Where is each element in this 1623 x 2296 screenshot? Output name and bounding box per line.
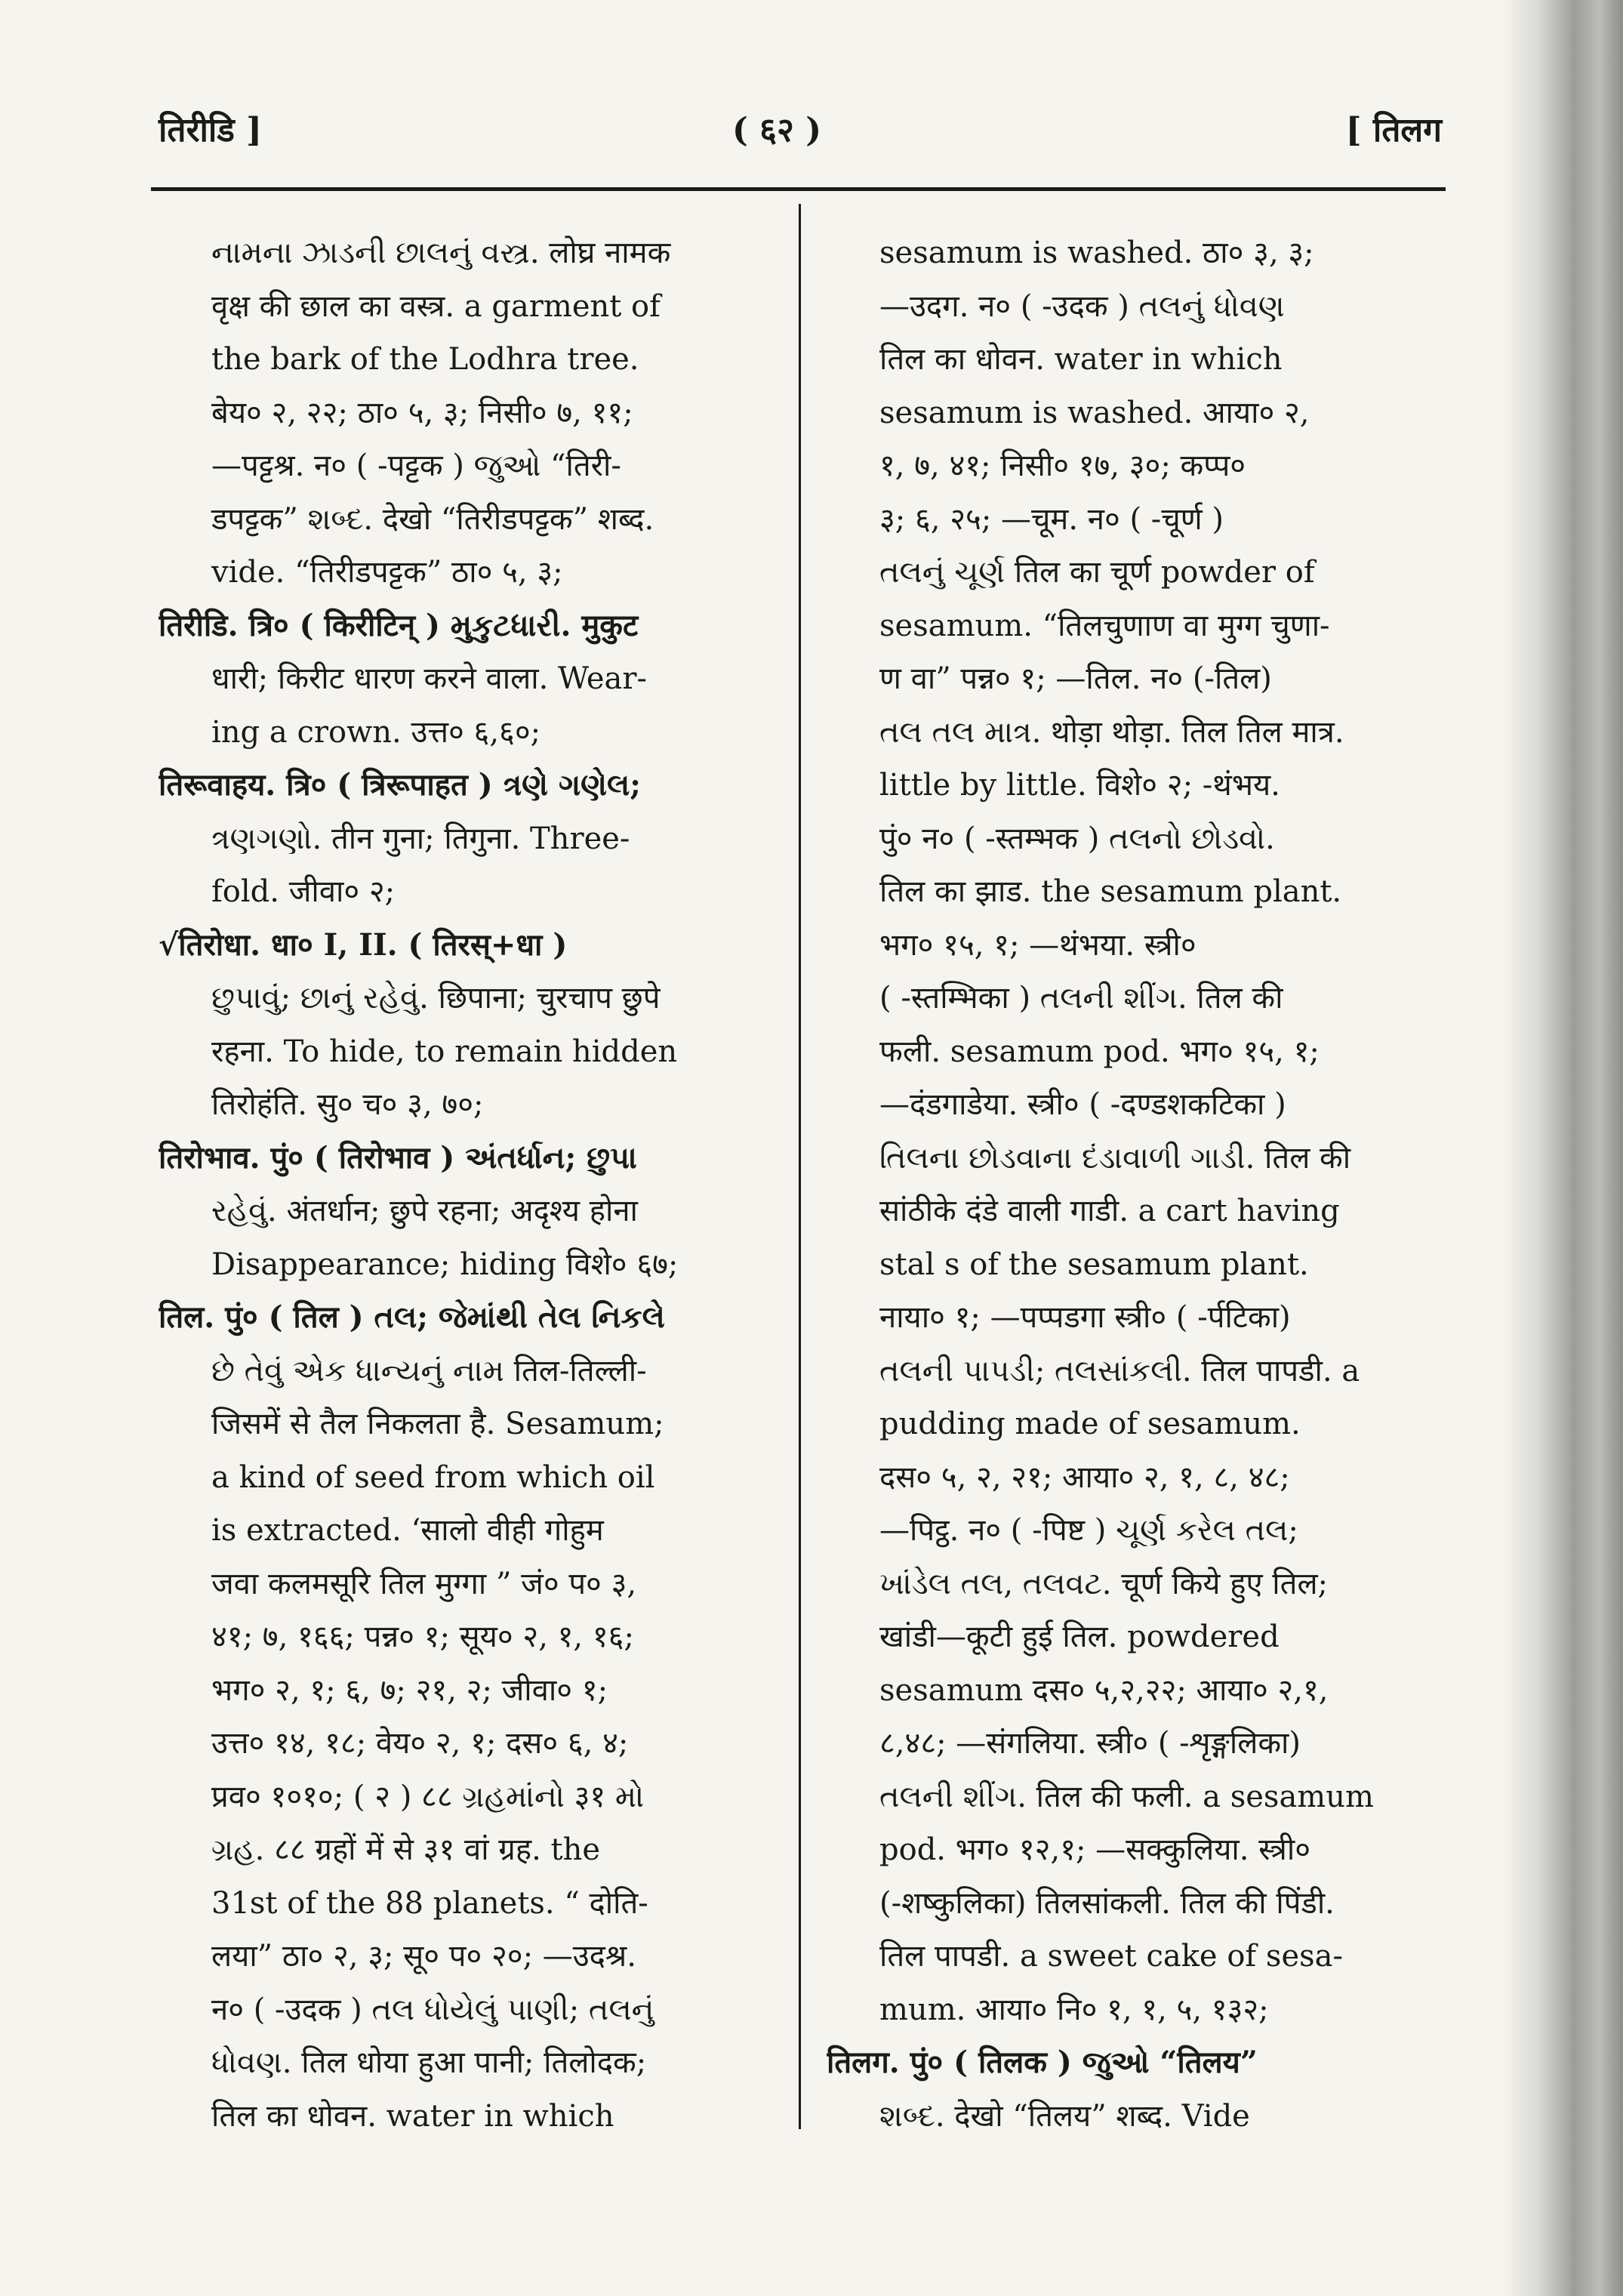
dictionary-text-line: sesamum is washed. ठा० ३, ३;	[879, 236, 1314, 270]
dictionary-text-line: तिल का धोवन. water in which	[211, 2098, 614, 2134]
dictionary-text-line: little by little. विशे० २; -थंभय.	[879, 768, 1280, 803]
dictionary-text-line: તલની શીંગ. तिल की फली. a sesamum	[879, 1779, 1374, 1814]
dictionary-text-line: तिल का धोवन. water in which	[879, 342, 1283, 377]
dictionary-text-line: बेय० २, २२; ठा० ५, ३; निसी० ७, ११;	[211, 395, 633, 430]
dictionary-text-line: —दंडगाडेया. स्त्री० ( -दण्डशकटिका )	[879, 1087, 1286, 1122]
dictionary-text-line: નામના ઝાડની છાલનું વસ્ત્ર. लोघ्र नामक	[211, 236, 671, 270]
dictionary-text-line: રહેવું. अंतर्धान; छुपे रहना; अदृश्य होना	[211, 1194, 638, 1228]
dictionary-text-line: तिरोहंति. सु० च० ३, ७०;	[211, 1087, 484, 1122]
dictionary-text-line: सांठीके दंडे वाली गाडी. a cart having	[879, 1194, 1340, 1228]
dictionary-text-line: ४१; ७, १६६; पन्न० १; सूय० २, १, १६;	[211, 1620, 634, 1654]
dictionary-text-line: sesamum. “तिलचुणाण वा मुग्ग चुणा-	[879, 608, 1330, 643]
page-number: ( ६२ )	[732, 111, 822, 149]
right-column	[827, 227, 1446, 2143]
dictionary-text-line: sesamum is washed. आया० २,	[879, 395, 1310, 430]
dictionary-headword-line: तिलग. पुं० ( तिलक ) જુઓ “तिलय”	[827, 2045, 1258, 2080]
dictionary-text-line: रहना. To hide, to remain hidden	[211, 1034, 678, 1069]
dictionary-text-line: ત્રણગણો. तीन गुना; तिगुना. Three-	[211, 821, 630, 856]
dictionary-headword-line: √तिरोधा. धा० I, II. ( तिरस्+धा )	[159, 926, 568, 963]
header-rule	[151, 187, 1446, 191]
dictionary-text-line: जिसमें से तैल निकलता है. Sesamum;	[211, 1407, 664, 1441]
dictionary-text-line: the bark of the Lodhra tree.	[211, 342, 639, 377]
dictionary-text-line: તલ તલ માત્ર. थोड़ा थोड़ा. तिल तिल मात्र.	[879, 714, 1344, 750]
dictionary-headword-line: तिरोभाव. पुं० ( तिरोभाव ) અંતર્ધાન; છુપા	[159, 1139, 637, 1176]
dictionary-text-line: છે તેવું એક ધાન્યનું નામ तिल-तिल्ली-	[211, 1353, 647, 1388]
dictionary-text-line: pudding made of sesamum.	[879, 1407, 1301, 1441]
dictionary-text-line: जवा कलमसूरि तिल मुग्गा ” जं० प० ३,	[211, 1566, 637, 1601]
dictionary-text-line: डपट्टक” શબ્દ. देखो “तिरीडपट्टक” शब्द.	[211, 501, 654, 537]
dictionary-text-line: ८,४८; —संगलिया. स्त्री० ( -शृङ्गलिका)	[879, 1726, 1301, 1761]
dictionary-text-line: vide. “तिरीडपट्टक” ठा० ५, ३;	[211, 555, 563, 590]
dictionary-text-line: તલની પાપડી; તલસાંકલી. तिल पापडी. a	[879, 1353, 1360, 1388]
dictionary-text-line: ગ્રહ. ८८ ग्रहों में से ३१ वां ग्रह. the	[211, 1832, 601, 1867]
dictionary-text-line: sesamum दस० ५,२,२२; आया० २,१,	[879, 1672, 1329, 1708]
scan-edge	[1502, 0, 1623, 2296]
dictionary-text-line: ing a crown. उत्त० ६,६०;	[211, 714, 541, 750]
dictionary-text-line: pod. भग० १२,१; —सक्कुलिया. स्त्री०	[879, 1832, 1311, 1867]
dictionary-text-line: —पट्टश्र. न० ( -पट्टक ) જુઓ “तिरी-	[211, 448, 621, 483]
dictionary-text-line: तिल पापडी. a sweet cake of sesa-	[879, 1939, 1344, 1974]
dictionary-text-line: ( -स्तम्भिका ) તલની શીંગ. तिल की	[879, 981, 1283, 1015]
dictionary-text-line: धारी; किरीट धारण करने वाला. Wear-	[211, 661, 648, 696]
dictionary-text-line: नाया० १; —पप्पडगा स्त्री० ( -र्पटिका)	[879, 1300, 1291, 1335]
dictionary-text-line: दस० ५, २, २१; आया० २, १, ८, ४८;	[879, 1459, 1290, 1495]
dictionary-text-line: fold. जीवा० २;	[211, 874, 396, 909]
dictionary-text-line: ધોવણ. तिल धोया हुआ पानी; तिलोदक;	[211, 2045, 647, 2080]
dictionary-headword-line: तिल. पुं० ( तिल ) તલ; જેમાંથી તેલ નિકલે	[159, 1299, 665, 1335]
dictionary-text-line: is extracted. ‘सालो वीही गोहुम	[211, 1513, 604, 1548]
dictionary-text-line: 31st of the 88 planets. “ दोति-	[211, 1885, 648, 1921]
dictionary-text-line: ખાંડેલ તલ, તલવટ. चूर्ण किये हुए तिल;	[879, 1566, 1329, 1601]
dictionary-text-line: प्रव० १०१०; ( २ ) ८८ ગ્રહમાંનો ३१ મો	[211, 1779, 645, 1814]
dictionary-text-line: तिल का झाड. the sesamum plant.	[879, 874, 1342, 909]
header-left-word: तिरीडि ]	[159, 111, 262, 149]
dictionary-text-line: लया” ठा० २, ३; सू० प० २०; —उदश्र.	[211, 1939, 636, 1974]
dictionary-text-line: —उदग. न० ( -उदक ) તલનું ધોવણ	[879, 288, 1285, 324]
dictionary-text-line: फली. sesamum pod. भग० १५, १;	[879, 1034, 1320, 1069]
dictionary-text-line: ण वा” पन्न० १; —तिल. न० (-तिल)	[879, 661, 1272, 696]
dictionary-text-line: १, ७, ४१; निसी० १७, ३०; कप्प०	[879, 448, 1246, 483]
header-right-word: [ तिलग	[1345, 111, 1442, 149]
dictionary-text-line: stal s of the sesamum plant.	[879, 1247, 1309, 1282]
dictionary-text-line: છુપાવું; છાનું રહેવું. छिपाना; चुरचाप छुपे	[211, 981, 661, 1015]
dictionary-text-line: (-शष्कुलिका) तिलसांकली. तिल की पिंडी.	[879, 1885, 1335, 1921]
dictionary-text-line: न० ( -उदक ) તલ ધોયેલું પાણી; તલનું	[211, 1992, 654, 2027]
dictionary-text-line: a kind of seed from which oil	[211, 1459, 655, 1495]
dictionary-text-line: पुं० न० ( -स्तम्भक ) તલનો છોડવો.	[879, 821, 1275, 856]
dictionary-text-line: Disappearance; hiding विशे० ६७;	[211, 1247, 679, 1282]
dictionary-text-line: भग० २, १; ६, ७; २१, २; जीवा० १;	[211, 1672, 608, 1708]
left-column	[159, 227, 778, 2143]
dictionary-text-line: ३; ६, २५; —चूम. न० ( -चूर्ण )	[879, 501, 1224, 537]
column-divider	[799, 204, 801, 2129]
dictionary-text-line: वृक्ष की छाल का वस्त्र. a garment of	[211, 288, 661, 324]
dictionary-text-line: उत्त० १४, १८; वेय० २, १; दस० ६, ४;	[211, 1726, 629, 1761]
dictionary-text-line: શબ્દ. देखो “तिलय” शब्द. Vide	[879, 2098, 1250, 2134]
dictionary-headword-line: तिरूवाहय. त्रि० ( त्रिरूपाहत ) ત્રણે ગણેલ;	[159, 767, 642, 803]
dictionary-text-line: તિલના છોડવાના દંડાવાળી ગાડી. तिल की	[879, 1140, 1351, 1176]
dictionary-headword-line: तिरीडि. त्रि० ( किरीटिन् ) મુકુટધારી. मुकुट	[159, 607, 639, 643]
dictionary-text-line: भग० १५, १; —थंभया. स्त्री०	[879, 927, 1196, 963]
dictionary-text-line: —पिट्ठ. न० ( -पिष्ट ) ચૂર્ણ કરેલ તલ;	[879, 1513, 1298, 1548]
page-header	[159, 106, 1442, 159]
dictionary-text-line: તલનું ચૂર્ણ तिल का चूर्ण powder of	[879, 555, 1315, 590]
dictionary-text-line: mum. आया० नि० १, १, ५, १३२;	[879, 1992, 1269, 2027]
dictionary-text-line: खांडी—कूटी हुई तिल. powdered	[879, 1620, 1280, 1654]
